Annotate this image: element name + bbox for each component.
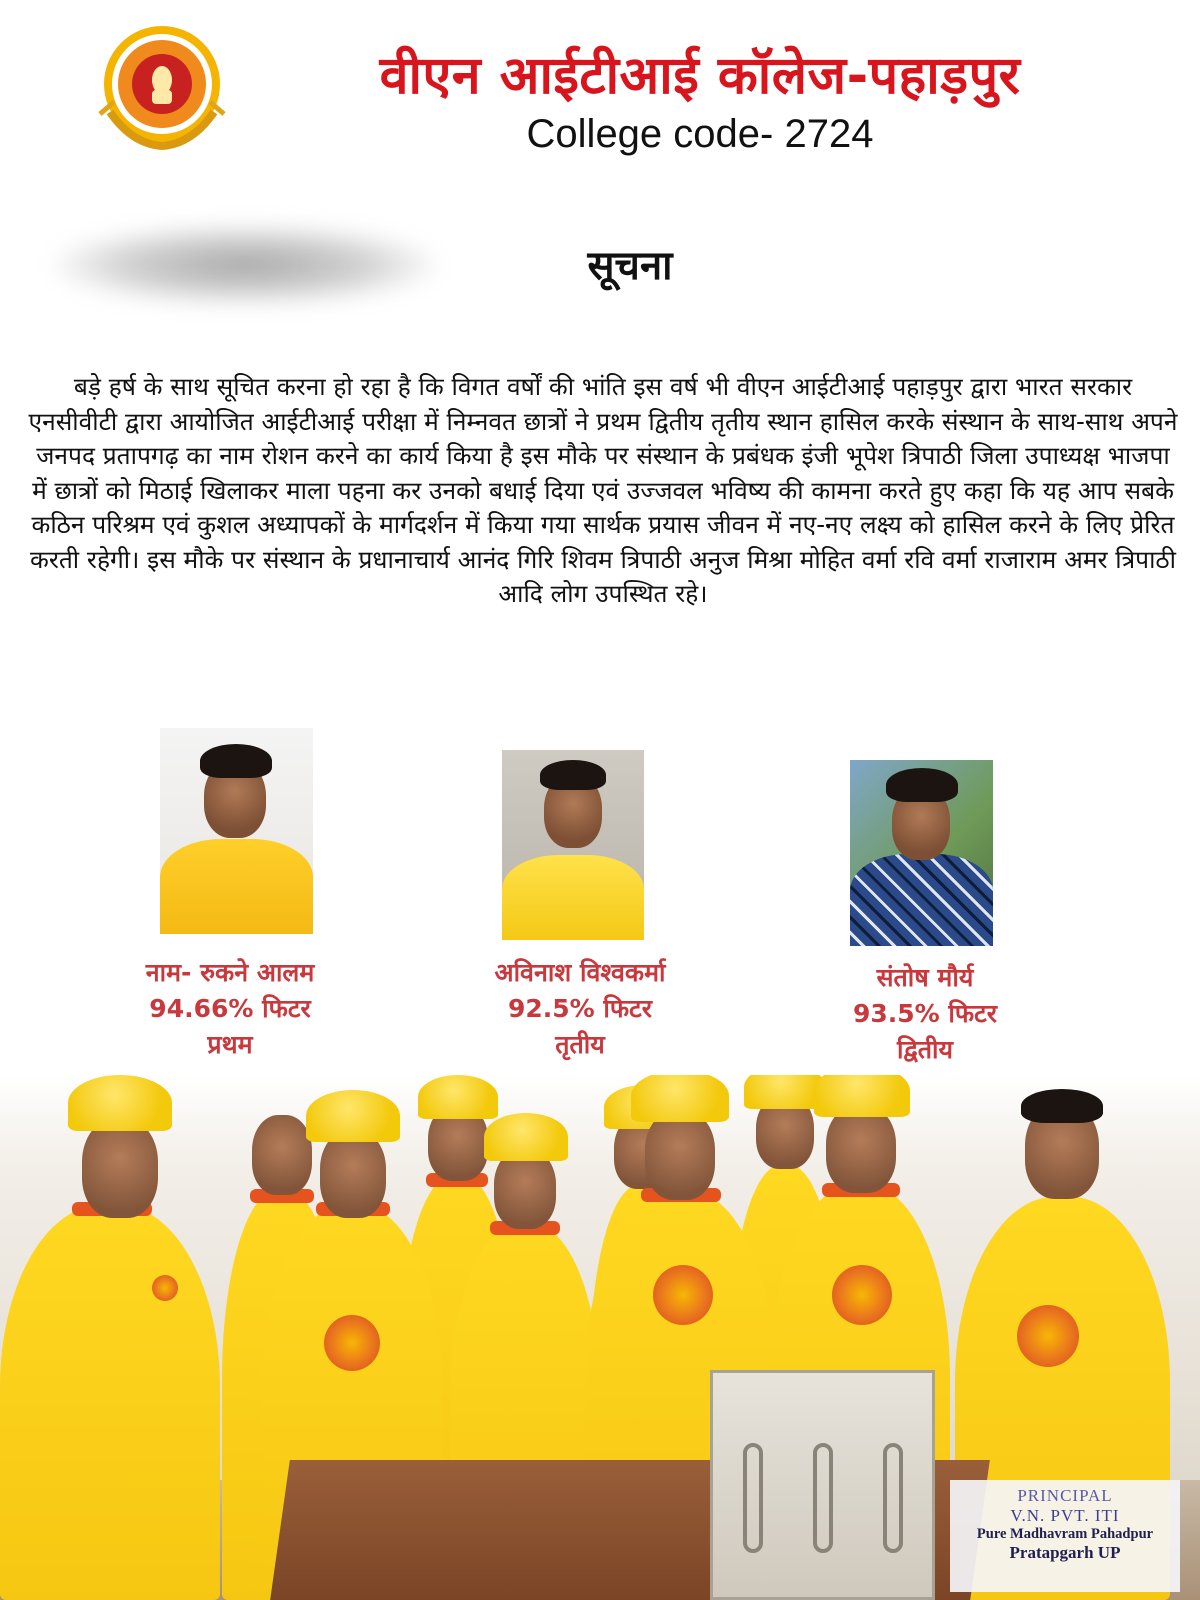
topper-photo-2 (502, 750, 644, 940)
blurred-region (55, 225, 435, 305)
topper-score: 93.5% फिटर (852, 999, 997, 1028)
principal-stamp (950, 1480, 1180, 1592)
topper-name: संतोष मौर्य (876, 963, 974, 992)
topper-name: नाम- रुकने आलम (145, 958, 315, 987)
topper-rank: द्वितीय (896, 1035, 954, 1064)
topper-caption-1 (80, 955, 380, 1063)
college-code: College code- 2724 (526, 112, 874, 156)
topper-caption-2 (430, 955, 730, 1063)
college-emblem-icon (92, 22, 232, 152)
topper-photo-1 (160, 728, 313, 934)
notice-body: बड़े हर्ष के साथ सूचित करना हो रहा है कि विगत वर्षों की भांति इस वर्ष भी वीएन आईटीआई पहाड़पुर द्वारा भारत सरकार एनसीवीटी द्वारा आयोजित आईटीआई परीक्षा में निम्नवत छात्रों ने प्रथम द्वितीय तृतीय स्थान हासिल करके संस्थान के साथ-साथ अपने जनपद प्रतापगढ़ का नाम रोशन करने का कार्य किया है इस मौके पर संस्थान के प्रबंधक इंजी भूपेश त्रिपाठी जिला उपाध्यक्ष भाजपा में छात्रों को मिठाई खिलाकर माला पहना कर उनको बधाई दिया एवं उज्जवल भविष्य की कामना करते हुए कहा कि यह आप सबके कठिन परिश्रम एवं कुशल अध्यापकों के मार्गदर्शन में किया गया सार्थक प्रयास जीवन में नए-नए लक्ष्य को हासिल करने के लिए प्रेरित करती रहेगी। इस मौके पर संस्थान के प्रधानाचार्य आनंद गिरि शिवम त्रिपाठी अनुज मिश्रा मोहित वर्मा रवि वर्मा राजाराम अमर त्रिपाठी आदि लोग उपस्थित रहे। (28, 372, 1178, 608)
topper-rank: प्रथम (207, 1030, 253, 1059)
topper-score: 94.66% फिटर (149, 994, 311, 1023)
notice-heading: सूचना (587, 243, 673, 289)
topper-photo-3 (850, 760, 993, 946)
college-title: वीएन आईटीआई कॉलेज-पहाड़पुर (379, 46, 1021, 106)
topper-rank: तृतीय (555, 1030, 605, 1059)
student-figure (0, 1075, 220, 1600)
stamp-line: Pure Madhavram Pahadpur (976, 1526, 1154, 1542)
stamp-line: Pratapgarh UP (1009, 1543, 1121, 1562)
stamp-line: PRINCIPAL (1017, 1486, 1113, 1505)
stamp-line: V.N. PVT. ITI (1010, 1506, 1120, 1525)
topper-caption-3 (775, 960, 1075, 1068)
transformer-box (710, 1370, 935, 1600)
topper-name: अविनाश विश्वकर्मा (494, 958, 666, 987)
topper-score: 92.5% फिटर (507, 994, 652, 1023)
